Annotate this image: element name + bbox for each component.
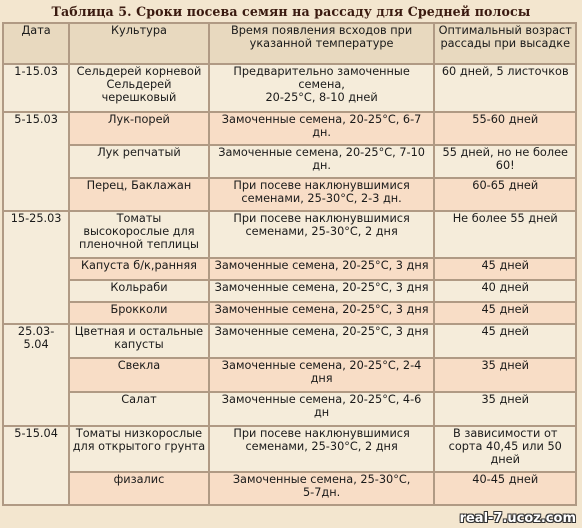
emergence-cell: Замоченные семена, 20-25°С, 4-6 дн [210, 393, 434, 425]
emergence-cell: Замоченные семена, 20-25°С, 3 дня [210, 303, 434, 323]
optimal-age-cell: 45 дней [435, 259, 575, 279]
crop-cell: Томаты высокорослые для пленочной теплицы [70, 212, 207, 257]
table-row [4, 325, 575, 357]
optimal-age-cell: 40-45 дней [435, 473, 575, 504]
date-cell: 25.03-5.04 [4, 325, 68, 425]
emergence-cell: Замоченные семена, 20-25°С, 3 дня [210, 281, 434, 301]
table-row [4, 113, 575, 144]
optimal-age-cell: 40 дней [435, 281, 575, 301]
crop-cell: Сельдерей корневой Сельдерей черешковый [70, 65, 207, 111]
optimal-age-cell: 60-65 дней [435, 179, 575, 210]
emergence-cell: Замоченные семена, 20-25°С, 3 дня [210, 259, 434, 279]
table-row [4, 146, 575, 177]
crop-cell: Лук-порей [70, 113, 207, 144]
date-cell: 15-25.03 [4, 212, 68, 323]
site-watermark: real-7.ucoz.com [459, 511, 576, 526]
header-optimal-age: Оптимальный возраст рассады при высадке [435, 24, 575, 63]
table-title: Таблица 5. Сроки посева семян на рассаду для Средней полосы [51, 4, 531, 19]
table-row [4, 259, 575, 279]
table-row [4, 65, 575, 111]
crop-cell: Томаты низкорослые для открытого грунта [70, 427, 207, 471]
emergence-cell: Замоченные семена, 20-25°С, 3 дня [210, 325, 434, 357]
header-date: Дата [4, 24, 68, 63]
date-cell: 5-15.03 [4, 113, 68, 210]
emergence-cell: При посеве наклюнувшимися семенами, 25-30°С, 2-3 дн. [210, 179, 434, 210]
table-row [4, 179, 575, 210]
optimal-age-cell: 35 дней [435, 359, 575, 391]
crop-cell: Капуста б/к,ранняя [70, 259, 207, 279]
emergence-cell: Замоченные семена, 20-25°С, 7-10 дн. [210, 146, 434, 177]
optimal-age-cell: 55-60 дней [435, 113, 575, 144]
header-crop: Культура [70, 24, 207, 63]
emergence-cell: При посеве наклюнувшимися семенами, 25-30°С, 2 дня [210, 212, 434, 257]
table-row [4, 281, 575, 301]
table-row [4, 303, 575, 323]
date-cell: 5-15.04 [4, 427, 68, 504]
crop-cell: физалис [70, 473, 207, 504]
emergence-cell: Предварительно замоченные семена, 20-25°С, 8-10 дней [210, 65, 434, 111]
table-row [4, 473, 575, 504]
optimal-age-cell: 45 дней [435, 303, 575, 323]
optimal-age-cell: Не более 55 дней [435, 212, 575, 257]
table-row [4, 393, 575, 425]
emergence-cell: Замоченные семена, 20-25°С, 6-7 дн. [210, 113, 434, 144]
date-cell: 1-15.03 [4, 65, 68, 111]
crop-cell: Салат [70, 393, 207, 425]
header-emergence: Время появления всходов при указанной температуре [210, 24, 434, 63]
crop-cell: Кольраби [70, 281, 207, 301]
emergence-cell: Замоченные семена, 20-25°С, 2-4 дня [210, 359, 434, 391]
crop-cell: Перец, Баклажан [70, 179, 207, 210]
optimal-age-cell: 35 дней [435, 393, 575, 425]
crop-cell: Лук репчатый [70, 146, 207, 177]
optimal-age-cell: 60 дней, 5 листочков [435, 65, 575, 111]
sowing-schedule-table [2, 22, 577, 506]
header-row [4, 24, 575, 63]
optimal-age-cell: 45 дней [435, 325, 575, 357]
crop-cell: Брокколи [70, 303, 207, 323]
table-row [4, 212, 575, 257]
emergence-cell: Замоченные семена, 25-30°С, 5-7дн. [210, 473, 434, 504]
table-row [4, 427, 575, 471]
table-row [4, 359, 575, 391]
optimal-age-cell: В зависимости от сорта 40,45 или 50 дней [435, 427, 575, 471]
crop-cell: Цветная и остальные капусты [70, 325, 207, 357]
optimal-age-cell: 55 дней, но не более 60! [435, 146, 575, 177]
emergence-cell: При посеве наклюнувшимися семенами, 25-30°С, 2 дня [210, 427, 434, 471]
crop-cell: Свекла [70, 359, 207, 391]
